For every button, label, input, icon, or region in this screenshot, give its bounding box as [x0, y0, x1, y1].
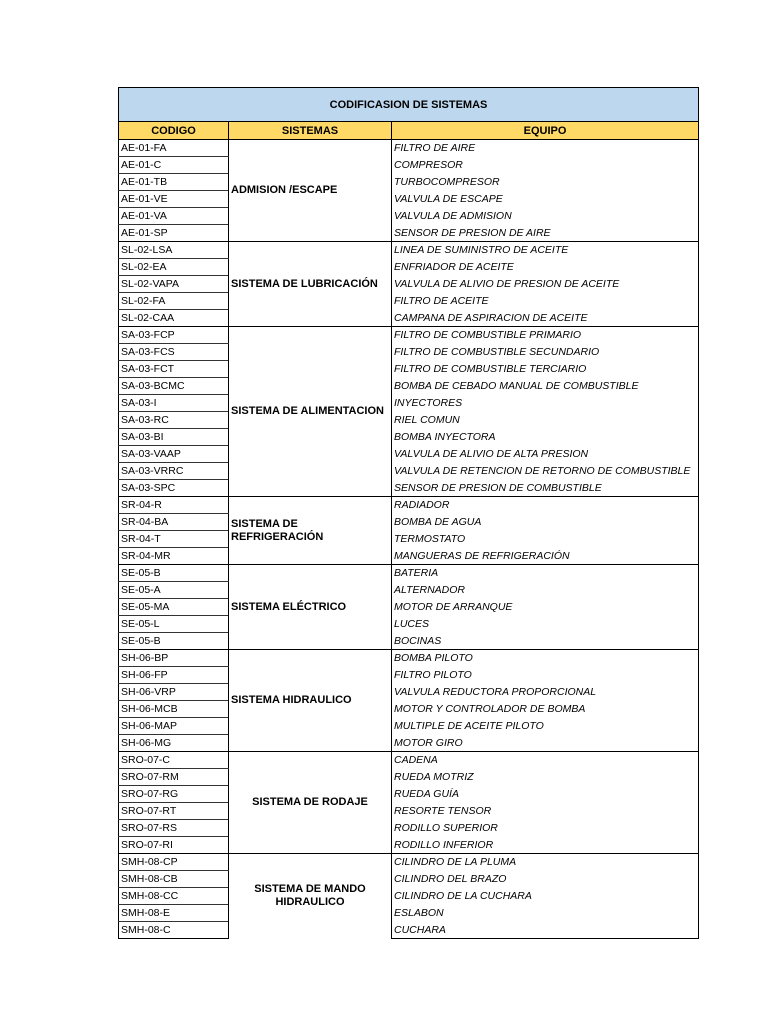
equipo-cell: CILINDRO DE LA PLUMA	[392, 854, 699, 871]
code-cell: SR-04-MR	[119, 548, 229, 565]
equipo-cell: FILTRO DE COMBUSTIBLE SECUNDARIO	[392, 344, 699, 361]
table-row	[119, 786, 699, 803]
code-cell: SR-04-R	[119, 497, 229, 514]
code-cell: SMH-08-E	[119, 905, 229, 922]
equipo-cell: RUEDA GUÍA	[392, 786, 699, 803]
table-row	[119, 446, 699, 463]
code-cell: SH-06-VRP	[119, 684, 229, 701]
table-row	[119, 293, 699, 310]
equipo-cell: CADENA	[392, 752, 699, 769]
code-cell: SL-02-EA	[119, 259, 229, 276]
system-cell: SISTEMA DE LUBRICACIÓN	[229, 242, 392, 327]
header-equipo: EQUIPO	[392, 122, 699, 140]
code-cell: AE-01-SP	[119, 225, 229, 242]
code-cell: AE-01-FA	[119, 140, 229, 157]
table-row	[119, 208, 699, 225]
code-cell: AE-01-C	[119, 157, 229, 174]
equipo-cell: FILTRO DE COMBUSTIBLE TERCIARIO	[392, 361, 699, 378]
equipo-cell: BATERIA	[392, 565, 699, 582]
system-cell: SISTEMA ELÉCTRICO	[229, 565, 392, 650]
code-cell: SL-02-LSA	[119, 242, 229, 259]
code-cell: SH-06-BP	[119, 650, 229, 667]
table-row	[119, 752, 699, 769]
table-row	[119, 667, 699, 684]
code-cell: SE-05-A	[119, 582, 229, 599]
equipo-cell: FILTRO DE AIRE	[392, 140, 699, 157]
equipo-cell: SENSOR DE PRESION DE COMBUSTIBLE	[392, 480, 699, 497]
code-cell: SH-06-FP	[119, 667, 229, 684]
equipo-cell: ALTERNADOR	[392, 582, 699, 599]
table-row	[119, 854, 699, 871]
code-cell: SL-02-CAA	[119, 310, 229, 327]
system-cell: SISTEMA DE ALIMENTACION	[229, 327, 392, 497]
code-cell: SH-06-MG	[119, 735, 229, 752]
system-cell: SISTEMA HIDRAULICO	[229, 650, 392, 752]
table-row	[119, 140, 699, 157]
table-row	[119, 429, 699, 446]
code-cell: SE-05-B	[119, 633, 229, 650]
equipo-cell: CAMPANA DE ASPIRACION DE ACEITE	[392, 310, 699, 327]
table-row	[119, 633, 699, 650]
code-cell: SA-03-SPC	[119, 480, 229, 497]
table-row	[119, 888, 699, 905]
equipo-cell: VALVULA DE ESCAPE	[392, 191, 699, 208]
table-row	[119, 361, 699, 378]
code-cell: AE-01-TB	[119, 174, 229, 191]
code-cell: SRO-07-RI	[119, 837, 229, 854]
table-row	[119, 327, 699, 344]
code-cell: SMH-08-CC	[119, 888, 229, 905]
equipo-cell: TURBOCOMPRESOR	[392, 174, 699, 191]
table-row	[119, 922, 699, 939]
table-row	[119, 599, 699, 616]
table-row	[119, 412, 699, 429]
equipo-cell: CILINDRO DE LA CUCHARA	[392, 888, 699, 905]
table-row	[119, 395, 699, 412]
equipo-cell: MOTOR GIRO	[392, 735, 699, 752]
table-row	[119, 157, 699, 174]
code-cell: SL-02-FA	[119, 293, 229, 310]
code-cell: SA-03-FCS	[119, 344, 229, 361]
table-row	[119, 871, 699, 888]
table-row	[119, 463, 699, 480]
code-cell: SA-03-FCT	[119, 361, 229, 378]
equipo-cell: ENFRIADOR DE ACEITE	[392, 259, 699, 276]
table-body	[119, 140, 699, 939]
table-row	[119, 378, 699, 395]
equipo-cell: INYECTORES	[392, 395, 699, 412]
code-cell: SA-03-BCMC	[119, 378, 229, 395]
table-row	[119, 514, 699, 531]
equipo-cell: MOTOR DE ARRANQUE	[392, 599, 699, 616]
equipo-cell: SENSOR DE PRESION DE AIRE	[392, 225, 699, 242]
equipo-cell: BOMBA DE CEBADO MANUAL DE COMBUSTIBLE	[392, 378, 699, 395]
equipo-cell: RIEL COMUN	[392, 412, 699, 429]
code-cell: SH-06-MCB	[119, 701, 229, 718]
code-cell: SH-06-MAP	[119, 718, 229, 735]
table-row	[119, 344, 699, 361]
equipo-cell: MOTOR Y CONTROLADOR DE BOMBA	[392, 701, 699, 718]
code-cell: SA-03-VAAP	[119, 446, 229, 463]
code-cell: SA-03-I	[119, 395, 229, 412]
table-row	[119, 701, 699, 718]
code-cell: SMH-08-CP	[119, 854, 229, 871]
table-row	[119, 310, 699, 327]
table-row	[119, 259, 699, 276]
equipo-cell: TERMOSTATO	[392, 531, 699, 548]
table-row	[119, 769, 699, 786]
table-row	[119, 837, 699, 854]
code-cell: SE-05-B	[119, 565, 229, 582]
table-row	[119, 565, 699, 582]
system-cell: SISTEMA DE REFRIGERACIÓN	[229, 497, 392, 565]
code-cell: SR-04-T	[119, 531, 229, 548]
equipo-cell: CILINDRO DEL BRAZO	[392, 871, 699, 888]
equipo-cell: RODILLO SUPERIOR	[392, 820, 699, 837]
table-row	[119, 497, 699, 514]
equipo-cell: LINEA DE SUMINISTRO DE ACEITE	[392, 242, 699, 259]
equipo-cell: RESORTE TENSOR	[392, 803, 699, 820]
equipo-cell: MULTIPLE DE ACEITE PILOTO	[392, 718, 699, 735]
table-row	[119, 191, 699, 208]
code-cell: SR-04-BA	[119, 514, 229, 531]
equipo-cell: VALVULA DE ADMISION	[392, 208, 699, 225]
table-row	[119, 242, 699, 259]
systems-table	[118, 87, 699, 939]
code-cell: SRO-07-RT	[119, 803, 229, 820]
code-cell: AE-01-VA	[119, 208, 229, 225]
equipo-cell: BOCINAS	[392, 633, 699, 650]
code-cell: SA-03-FCP	[119, 327, 229, 344]
table-row	[119, 548, 699, 565]
equipo-cell: BOMBA INYECTORA	[392, 429, 699, 446]
header-sistemas: SISTEMAS	[229, 122, 392, 140]
code-cell: SMH-08-C	[119, 922, 229, 939]
table-row	[119, 480, 699, 497]
equipo-cell: LUCES	[392, 616, 699, 633]
code-cell: SL-02-VAPA	[119, 276, 229, 293]
table-row	[119, 276, 699, 293]
system-cell: SISTEMA DE MANDO HIDRAULICO	[229, 854, 392, 939]
table-title: CODIFICASION DE SISTEMAS	[119, 88, 699, 122]
equipo-cell: COMPRESOR	[392, 157, 699, 174]
table-row	[119, 531, 699, 548]
table-row	[119, 225, 699, 242]
table-row	[119, 718, 699, 735]
table-row	[119, 650, 699, 667]
equipo-cell: RODILLO INFERIOR	[392, 837, 699, 854]
code-cell: AE-01-VE	[119, 191, 229, 208]
table-row	[119, 905, 699, 922]
code-cell: SA-03-RC	[119, 412, 229, 429]
equipo-cell: VALVULA DE ALIVIO DE ALTA PRESION	[392, 446, 699, 463]
table-row	[119, 803, 699, 820]
code-cell: SRO-07-RS	[119, 820, 229, 837]
code-cell: SRO-07-RM	[119, 769, 229, 786]
equipo-cell: RUEDA MOTRIZ	[392, 769, 699, 786]
table-row	[119, 582, 699, 599]
equipo-cell: RADIADOR	[392, 497, 699, 514]
equipo-cell: BOMBA DE AGUA	[392, 514, 699, 531]
equipo-cell: FILTRO PILOTO	[392, 667, 699, 684]
system-cell: SISTEMA DE RODAJE	[229, 752, 392, 854]
code-cell: SA-03-BI	[119, 429, 229, 446]
code-cell: SRO-07-RG	[119, 786, 229, 803]
table-row	[119, 820, 699, 837]
codification-sheet	[118, 87, 698, 939]
equipo-cell: VALVULA DE ALIVIO DE PRESION DE ACEITE	[392, 276, 699, 293]
code-cell: SMH-08-CB	[119, 871, 229, 888]
equipo-cell: VALVULA REDUCTORA PROPORCIONAL	[392, 684, 699, 701]
equipo-cell: ESLABON	[392, 905, 699, 922]
code-cell: SE-05-MA	[119, 599, 229, 616]
code-cell: SE-05-L	[119, 616, 229, 633]
equipo-cell: CUCHARA	[392, 922, 699, 939]
equipo-cell: VALVULA DE RETENCION DE RETORNO DE COMBUSTIBLE	[392, 463, 699, 480]
equipo-cell: FILTRO DE ACEITE	[392, 293, 699, 310]
table-row	[119, 735, 699, 752]
code-cell: SRO-07-C	[119, 752, 229, 769]
header-codigo: CODIGO	[119, 122, 229, 140]
system-cell: ADMISION /ESCAPE	[229, 140, 392, 242]
table-row	[119, 684, 699, 701]
table-row	[119, 616, 699, 633]
code-cell: SA-03-VRRC	[119, 463, 229, 480]
equipo-cell: FILTRO DE COMBUSTIBLE PRIMARIO	[392, 327, 699, 344]
equipo-cell: BOMBA PILOTO	[392, 650, 699, 667]
equipo-cell: MANGUERAS DE REFRIGERACIÓN	[392, 548, 699, 565]
table-row	[119, 174, 699, 191]
